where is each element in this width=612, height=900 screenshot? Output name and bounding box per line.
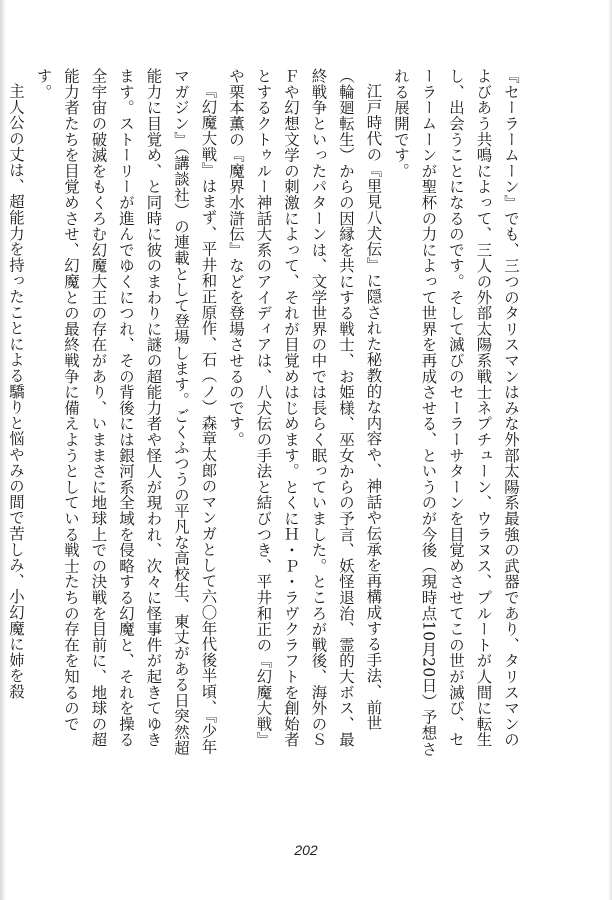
- scan-edge-right: [608, 0, 612, 900]
- paragraph-1: 『セーラームーン』でも、三つのタリスマンはみな外部太陽系最強の武器であり、タリスマンのよびあう共鳴によって、三人の外部太陽系戦士ネプチューン、ウラヌス、プルートが人間に転生し、出会うことになるのです。そして滅びのセーラーサターンを目覚めさせてこの世が滅び、セーラームーンが聖杯の力によって世界を再成させる、というのが今後（現時点10月20日）予想される展開です。: [392, 68, 520, 757]
- paragraph-3: 『幻魔大戦』はまず、平井和正原作、石（ノ）森章太郎のマンガとして六〇年代後半頃、『少年マガジン』（講談社）の連載として登場します。ごくふつうの平凡な高校生、東丈がある日突然超能力に目覚め、と同時に彼のまわりに謎の超能力者や怪人が現われ、次々に怪事件が起きてゆきます。ストーリーが進んでゆくにつれ、その背後には銀河系全域を侵略する幻魔と、それを操る全宇宙の破滅をもくろむ幻魔大王の存在があり、いままさに地球上での決戦を目前に、地球の超能力者たちを目覚めさせ、幻魔との最終戦争に備えようとしている戦士たちの存在を知るのです。: [34, 68, 218, 756]
- body-text: [7, 68, 524, 758]
- paragraph-4: 主人公の丈は、超能力を持ったことによる驕りと悩やみの間で苦しみ、小幻魔に姉を殺: [7, 83, 25, 700]
- paragraph-2: 江戸時代の『里見八犬伝』に隠された秘教的な内容や、神話や伝承を再構成する手法、前世（輪廻転生）からの因縁を共にする戦士、お姫様、巫女からの予言、妖怪退治、霊的大ボス、最終戦争といったパターンは、文学世界の中では長らく眠っていました。ところが戦後、海外のＳＦや幻想文学の刺激によって、それが目覚めはじめます。とくにＨ・Ｐ・ラヴクラフトを創始者とするクトゥルー神話大系のアイディアは、八犬伝の手法と結びつき、平井和正の『幻魔大戦』や栗本薫の『魔界水滸伝』などを登場させるのです。: [227, 68, 383, 748]
- page-number: 202: [294, 842, 318, 858]
